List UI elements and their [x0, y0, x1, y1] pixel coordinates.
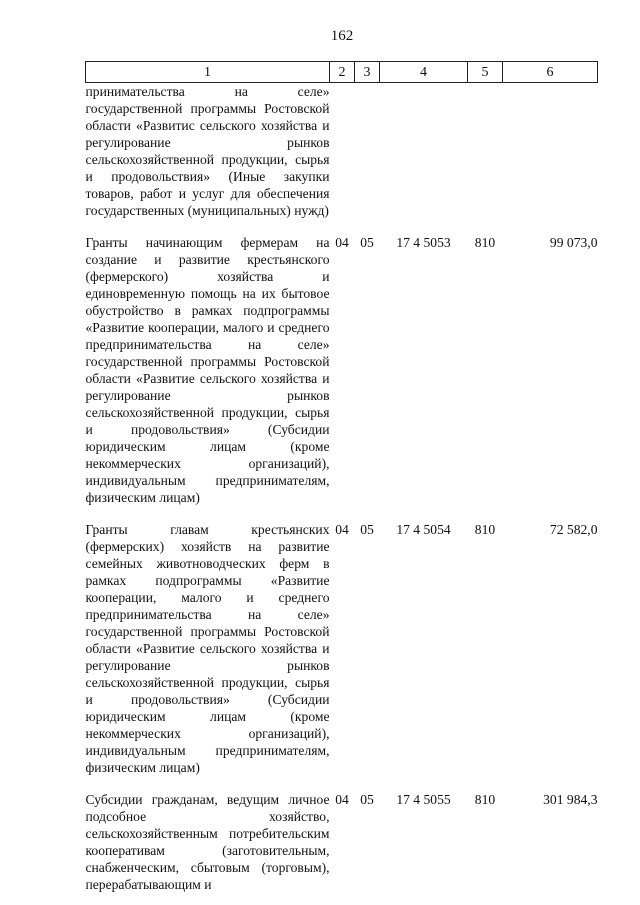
expense-type-code: 810 [474, 235, 496, 250]
column-header: 1 [86, 62, 330, 83]
section-code [330, 83, 355, 220]
expense-type-code: 810 [474, 522, 496, 537]
subsection-code [355, 83, 380, 220]
column-header: 2 [330, 62, 355, 83]
table-row [86, 791, 598, 893]
table-header-row [86, 62, 598, 83]
expense-type-code [468, 83, 503, 220]
row-description: принимательства на селе» государственной программы Ростовской области «Развитис сельского хозяйства и регулирование рынков сельскохозяйственной продукции, сырья и продовольствия» (Иные закупки товаров, работ и услуг для обеспечения государственных (муниципальных) нужд) [85, 84, 330, 218]
table-row [86, 521, 598, 776]
column-header: 4 [380, 62, 468, 83]
column-header: 5 [468, 62, 503, 83]
target-article-code: 17 4 5053 [396, 235, 451, 250]
subsection-code: 05 [360, 522, 374, 537]
row-description: Гранты начинающим фермерам на создание и развитие крестьянского (фермерского) хозяйства и единовременную помощь на их бытовое обустройство в рамках подпрограммы «Развитие кооперации, малого и среднего предпринимательства на селе» государственной программы Ростовской области «Развитие сельского хозяйства и регулирование рынков сельскохозяйственной продукции, сырья и продовольствия» (Субсидии юридическим лицам (кроме некоммерческих организаций), индивидуальным предпринимателям, физическим лицам) [85, 235, 330, 505]
target-article-code [380, 83, 468, 220]
amount: 72 582,0 [549, 522, 598, 537]
column-header: 3 [355, 62, 380, 83]
amount: 301 984,3 [543, 792, 598, 807]
table-row [86, 83, 598, 220]
section-code: 04 [335, 522, 349, 537]
row-description: Гранты главам крестьянских (фермерских) хозяйств на развитие семейных животноводческих ферм в рамках подпрограммы «Развитие кооперации, малого и среднего предпринимательства на селе» государственной программы Ростовской области «Развитие сельского хозяйства и регулирование рынков сельскохозяйственной продукции, сырья и продовольствия» (Субсидии юридическим лицам (кроме некоммерческих организаций), индивидуальным предпринимателям, физическим лицам) [85, 522, 330, 775]
subsection-code: 05 [360, 792, 374, 807]
budget-table [85, 61, 598, 893]
target-article-code: 17 4 5055 [396, 792, 451, 807]
column-header: 6 [503, 62, 598, 83]
page-number: 162 [330, 28, 354, 44]
section-code: 04 [335, 235, 349, 250]
table-row [86, 234, 598, 506]
section-code: 04 [335, 792, 349, 807]
target-article-code: 17 4 5054 [396, 522, 451, 537]
expense-type-code: 810 [474, 792, 496, 807]
amount [503, 83, 598, 220]
amount: 99 073,0 [549, 235, 598, 250]
row-description: Субсидии гражданам, ведущим личное подсобное хозяйство, сельскохозяйственным потребительским кооперативам (заготовительным, снабженческим, сбытовым (торговым), перерабатывающим и [85, 792, 330, 892]
subsection-code: 05 [360, 235, 374, 250]
